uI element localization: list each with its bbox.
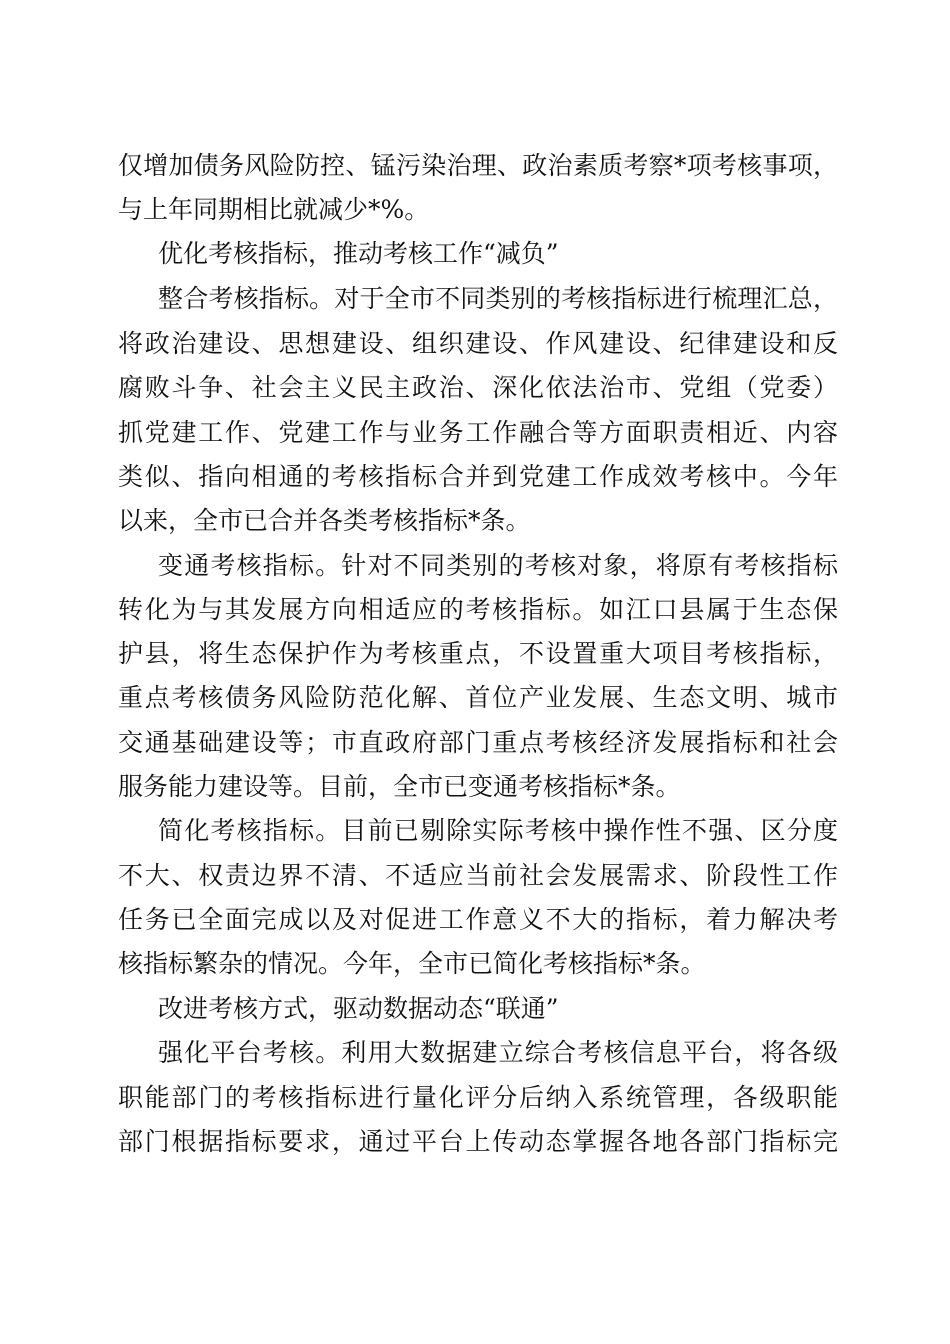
text-line: 变通考核指标。针对不同类别的考核对象，将原有考核指标	[158, 551, 838, 580]
text-line: 强化平台考核。利用大数据建立综合考核信息平台，将各级	[158, 1038, 838, 1067]
text-line: 仅增加债务风险防控、锰污染治理、政治素质考察*项考核事项，	[118, 151, 838, 180]
text-line: 护县，将生态保护作为考核重点，不设置重大项目考核指标，	[118, 639, 838, 668]
text-line: 不大、权责边界不清、不适应当前社会发展需求、阶段性工作	[118, 861, 838, 890]
text-line: 部门根据指标要求，通过平台上传动态掌握各地各部门指标完	[118, 1127, 838, 1156]
text-line: 职能部门的考核指标进行量化评分后纳入系统管理，各级职能	[118, 1083, 838, 1112]
section-heading: 优化考核指标，推动考核工作“减负”	[158, 239, 559, 268]
text-line: 类似、指向相通的考核指标合并到党建工作成效考核中。今年	[118, 462, 838, 491]
text-line: 服务能力建设等。目前，全市已变通考核指标*条。	[118, 772, 681, 801]
text-line: 整合考核指标。对于全市不同类别的考核指标进行梳理汇总，	[158, 284, 838, 313]
text-line: 简化考核指标。目前已剔除实际考核中操作性不强、区分度	[158, 816, 838, 845]
text-line: 以来，全市已合并各类考核指标*条。	[118, 506, 531, 535]
text-line: 任务已全面完成以及对促进工作意义不大的指标，着力解决考	[118, 905, 838, 934]
text-line: 核指标繁杂的情况。今年，全市已简化考核指标*条。	[118, 949, 706, 978]
section-heading: 改进考核方式，驱动数据动态“联通”	[158, 994, 559, 1023]
text-line: 重点考核债务风险防范化解、首位产业发展、生态文明、城市	[118, 683, 838, 712]
text-line: 交通基础建设等；市直政府部门重点考核经济发展指标和社会	[118, 728, 838, 757]
text-line: 腐败斗争、社会主义民主政治、深化依法治市、党组（党委）	[118, 373, 838, 402]
text-line: 抓党建工作、党建工作与业务工作融合等方面职责相近、内容	[118, 418, 838, 447]
text-line: 将政治建设、思想建设、组织建设、作风建设、纪律建设和反	[118, 329, 838, 358]
text-line: 与上年同期相比就减少*%。	[118, 195, 430, 224]
text-line: 转化为与其发展方向相适应的考核指标。如江口县属于生态保	[118, 595, 838, 624]
